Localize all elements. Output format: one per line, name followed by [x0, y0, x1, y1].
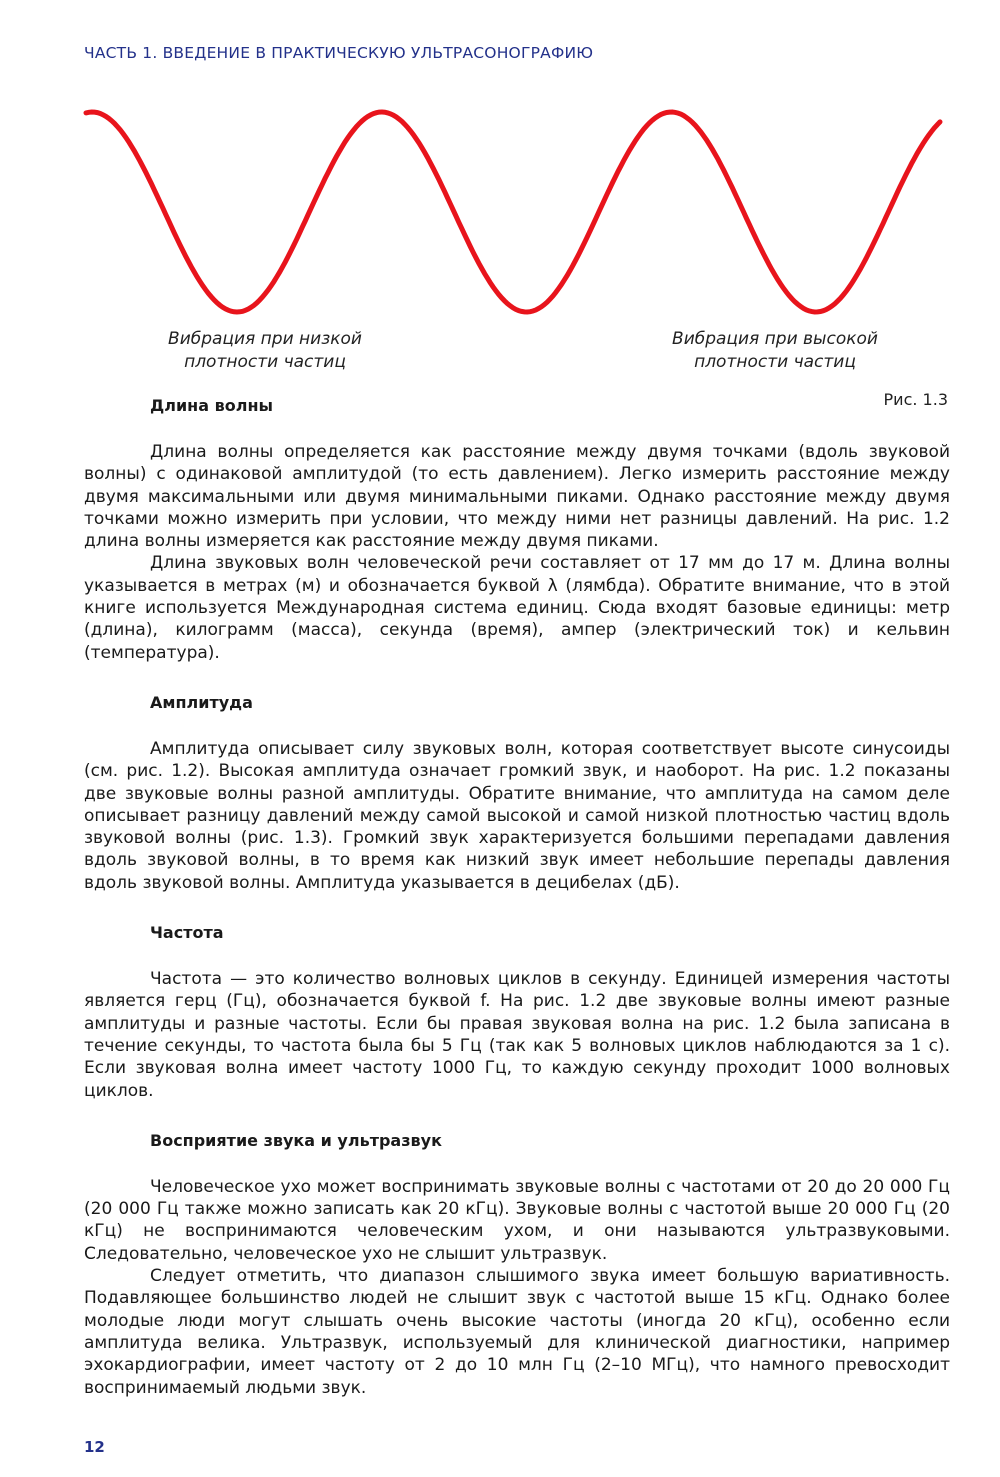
sine-wave-figure	[80, 90, 950, 330]
paragraph: Частота — это количество волновых циклов в секунду. Единицей измерения частоты является герц (Гц), обозначается буквой f. На рис. 1.2 две звуковые волны имеют разные амплитуды и разные частоты. Если бы правая звуковая волна на рис. 1.2 была записана в течение секунды, то частота была бы 5 Гц (так как 5 волновых циклов наблюдаются за 1 с). Если звуковая волна имеет частоту 1000 Гц, то каждую секунду проходит 1000 волновых циклов.	[84, 969, 950, 1101]
sine-wave-curve	[86, 112, 940, 312]
section-title: Частота	[150, 923, 224, 943]
figure-caption-high-density: Вибрация при высокой плотности частиц	[672, 329, 878, 372]
paragraph: Длина волны определяется как расстояние между двумя точками (вдоль звуковой волны) с одинаковой амплитудой (то есть давлением). Легко измерить расстояние между двумя максимальными или двумя минимальными пиками. Однако расстояние между двумя точками можно измерить при условии, что между ними нет разницы давлений. На рис. 1.2 длина волны измеряется как расстояние между двумя пиками.	[84, 442, 950, 552]
paragraph: Длина звуковых волн человеческой речи составляет от 17 мм до 17 м. Длина волны указывается в метрах (м) и обозначается буквой λ (лямбда). Обратите внимание, что в этой книге используется Международная система единиц. Сюда входят базовые единицы: метр (длина), килограмм (масса), секунда (время), ампер (электрический ток) и кельвин (температура).	[84, 553, 950, 663]
section-frequency	[84, 922, 950, 1102]
section-title: Длина волны	[150, 396, 273, 415]
article-body	[84, 395, 950, 1427]
section-wavelength	[84, 395, 950, 664]
section-amplitude	[84, 692, 950, 894]
figure-caption-low-density: Вибрация при низкой плотности частиц	[168, 329, 362, 372]
section-sound-perception	[84, 1130, 950, 1399]
section-title: Восприятие звука и ультразвук	[150, 1130, 442, 1150]
paragraph: Амплитуда описывает силу звуковых волн, которая соответствует высоте синусоиды (см. рис. 1.2). Высокая амплитуда означает громкий звук, и наоборот. На рис. 1.2 показаны две звуковые волны разной амплитуды. Обратите внимание, что амплитуда на самом деле описывает разницу давлений между самой высокой и самой низкой плотностью частиц вдоль звуковой волны (рис. 1.3). Громкий звук характеризуется большими перепадами давления вдоль звуковой волны, в то время как низкий звук имеет небольшие перепады давления вдоль звуковой волны. Амплитуда указывается в децибелах (дБ).	[84, 738, 950, 893]
running-header: ЧАСТЬ 1. ВВЕДЕНИЕ В ПРАКТИЧЕСКУЮ УЛЬТРАСОНОГРАФИЮ	[84, 44, 594, 62]
page-number: 12	[84, 1438, 105, 1456]
paragraph: Следует отметить, что диапазон слышимого звука имеет большую вариативность. Подавляющее большинство людей не слышит звук с частотой выше 15 кГц. Однако более молодые люди могут слышать очень высокие частоты (иногда 20 кГц), особенно если амплитуда велика. Ультразвук, используемый для клинической диагностики, например эхокардиографии, имеет частоту от 2 до 10 млн Гц (2–10 МГц), что намного превосходит воспринимаемый людьми звук.	[84, 1266, 950, 1398]
paragraph: Человеческое ухо может воспринимать звуковые волны с частотами от 20 до 20 000 Гц (20 000 Гц также можно записать как 20 кГц). Звуковые волны с частотой выше 20 000 Гц (20 кГц) не воспринимаются человеческим ухом, и они называются ультразвуковыми. Следовательно, человеческое ухо не слышит ультразвук.	[84, 1176, 950, 1264]
figure-label: Рис. 1.3	[883, 390, 948, 409]
section-title: Амплитуда	[150, 692, 253, 712]
